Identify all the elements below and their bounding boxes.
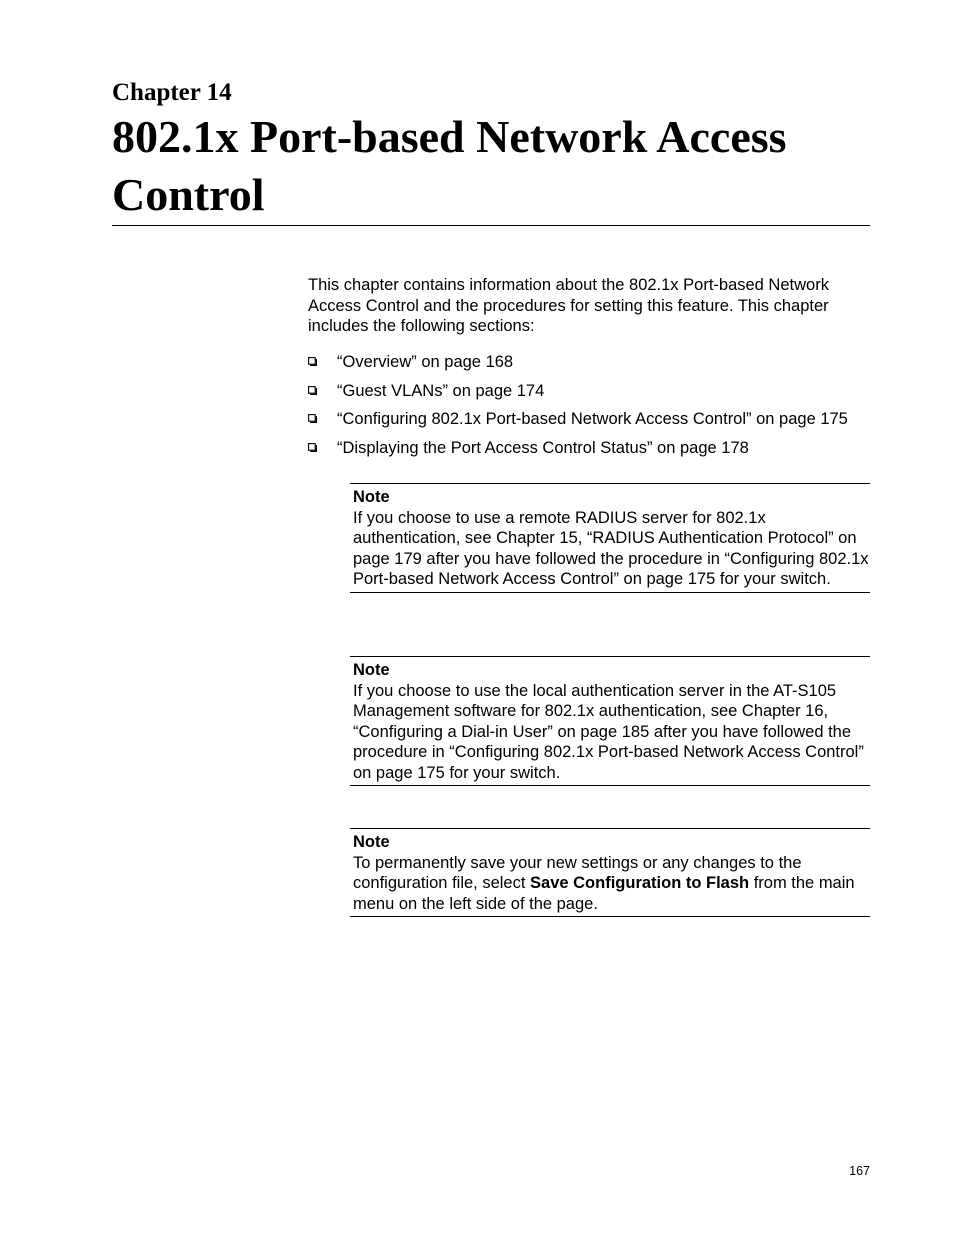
note-heading: Note	[353, 833, 390, 851]
chapter-title: 802.1x Port-based Network Access Control	[112, 111, 787, 220]
note-body: If you choose to use the local authentication server in the AT-S105 Management software for 802.1x authentication, see Chapter 16, “Configuring a Dial-in User” on page 185 after you have followed the procedure in “Configuring 802.1x Port-based Network Access Control” on page 175 for your switch.	[353, 681, 864, 782]
section-link[interactable]: “Displaying the Port Access Control Status” on page 178	[337, 438, 749, 457]
note-heading: Note	[353, 488, 390, 506]
section-list-item	[308, 438, 888, 467]
section-list-item	[308, 381, 888, 410]
section-link[interactable]: “Configuring 802.1x Port-based Network Access Control” on page 175	[337, 410, 848, 428]
note-body-text: To permanently save your new settings or any changes to the configuration file, select	[353, 853, 802, 892]
note-body	[353, 853, 870, 915]
checkbox-bullet-icon	[308, 443, 317, 452]
note-heading: Note	[353, 661, 390, 679]
note-body-text: from the main menu on the left side of the page.	[353, 874, 855, 913]
note-save-config	[350, 828, 870, 917]
section-list-item	[308, 352, 888, 381]
section-list-item	[308, 409, 888, 438]
menu-option-name: Save Configuration to Flash	[530, 874, 750, 892]
checkbox-bullet-icon	[308, 414, 317, 423]
note-radius-server	[350, 483, 870, 593]
checkbox-bullet-icon	[308, 386, 317, 395]
note-body: If you choose to use a remote RADIUS server for 802.1x authentication, see Chapter 15, “RADIUS Authentication Protocol” on page 179 after you have followed the procedure in “Configuring 802.1x Port-based Network Access Control” on page 175 for your switch.	[353, 508, 869, 588]
checkbox-bullet-icon	[308, 357, 317, 366]
note-local-auth	[350, 656, 870, 786]
title-divider	[112, 225, 870, 226]
section-list	[308, 352, 888, 466]
chapter-label: Chapter 14	[112, 79, 232, 106]
page-number: 167	[849, 1164, 870, 1178]
section-link[interactable]: “Overview” on page 168	[337, 353, 514, 371]
intro-paragraph: This chapter contains information about the 802.1x Port-based Network Access Control and the procedures for setting this feature. This chapter includes the following sections:	[308, 276, 829, 335]
section-link[interactable]: “Guest VLANs” on page 174	[337, 381, 545, 400]
